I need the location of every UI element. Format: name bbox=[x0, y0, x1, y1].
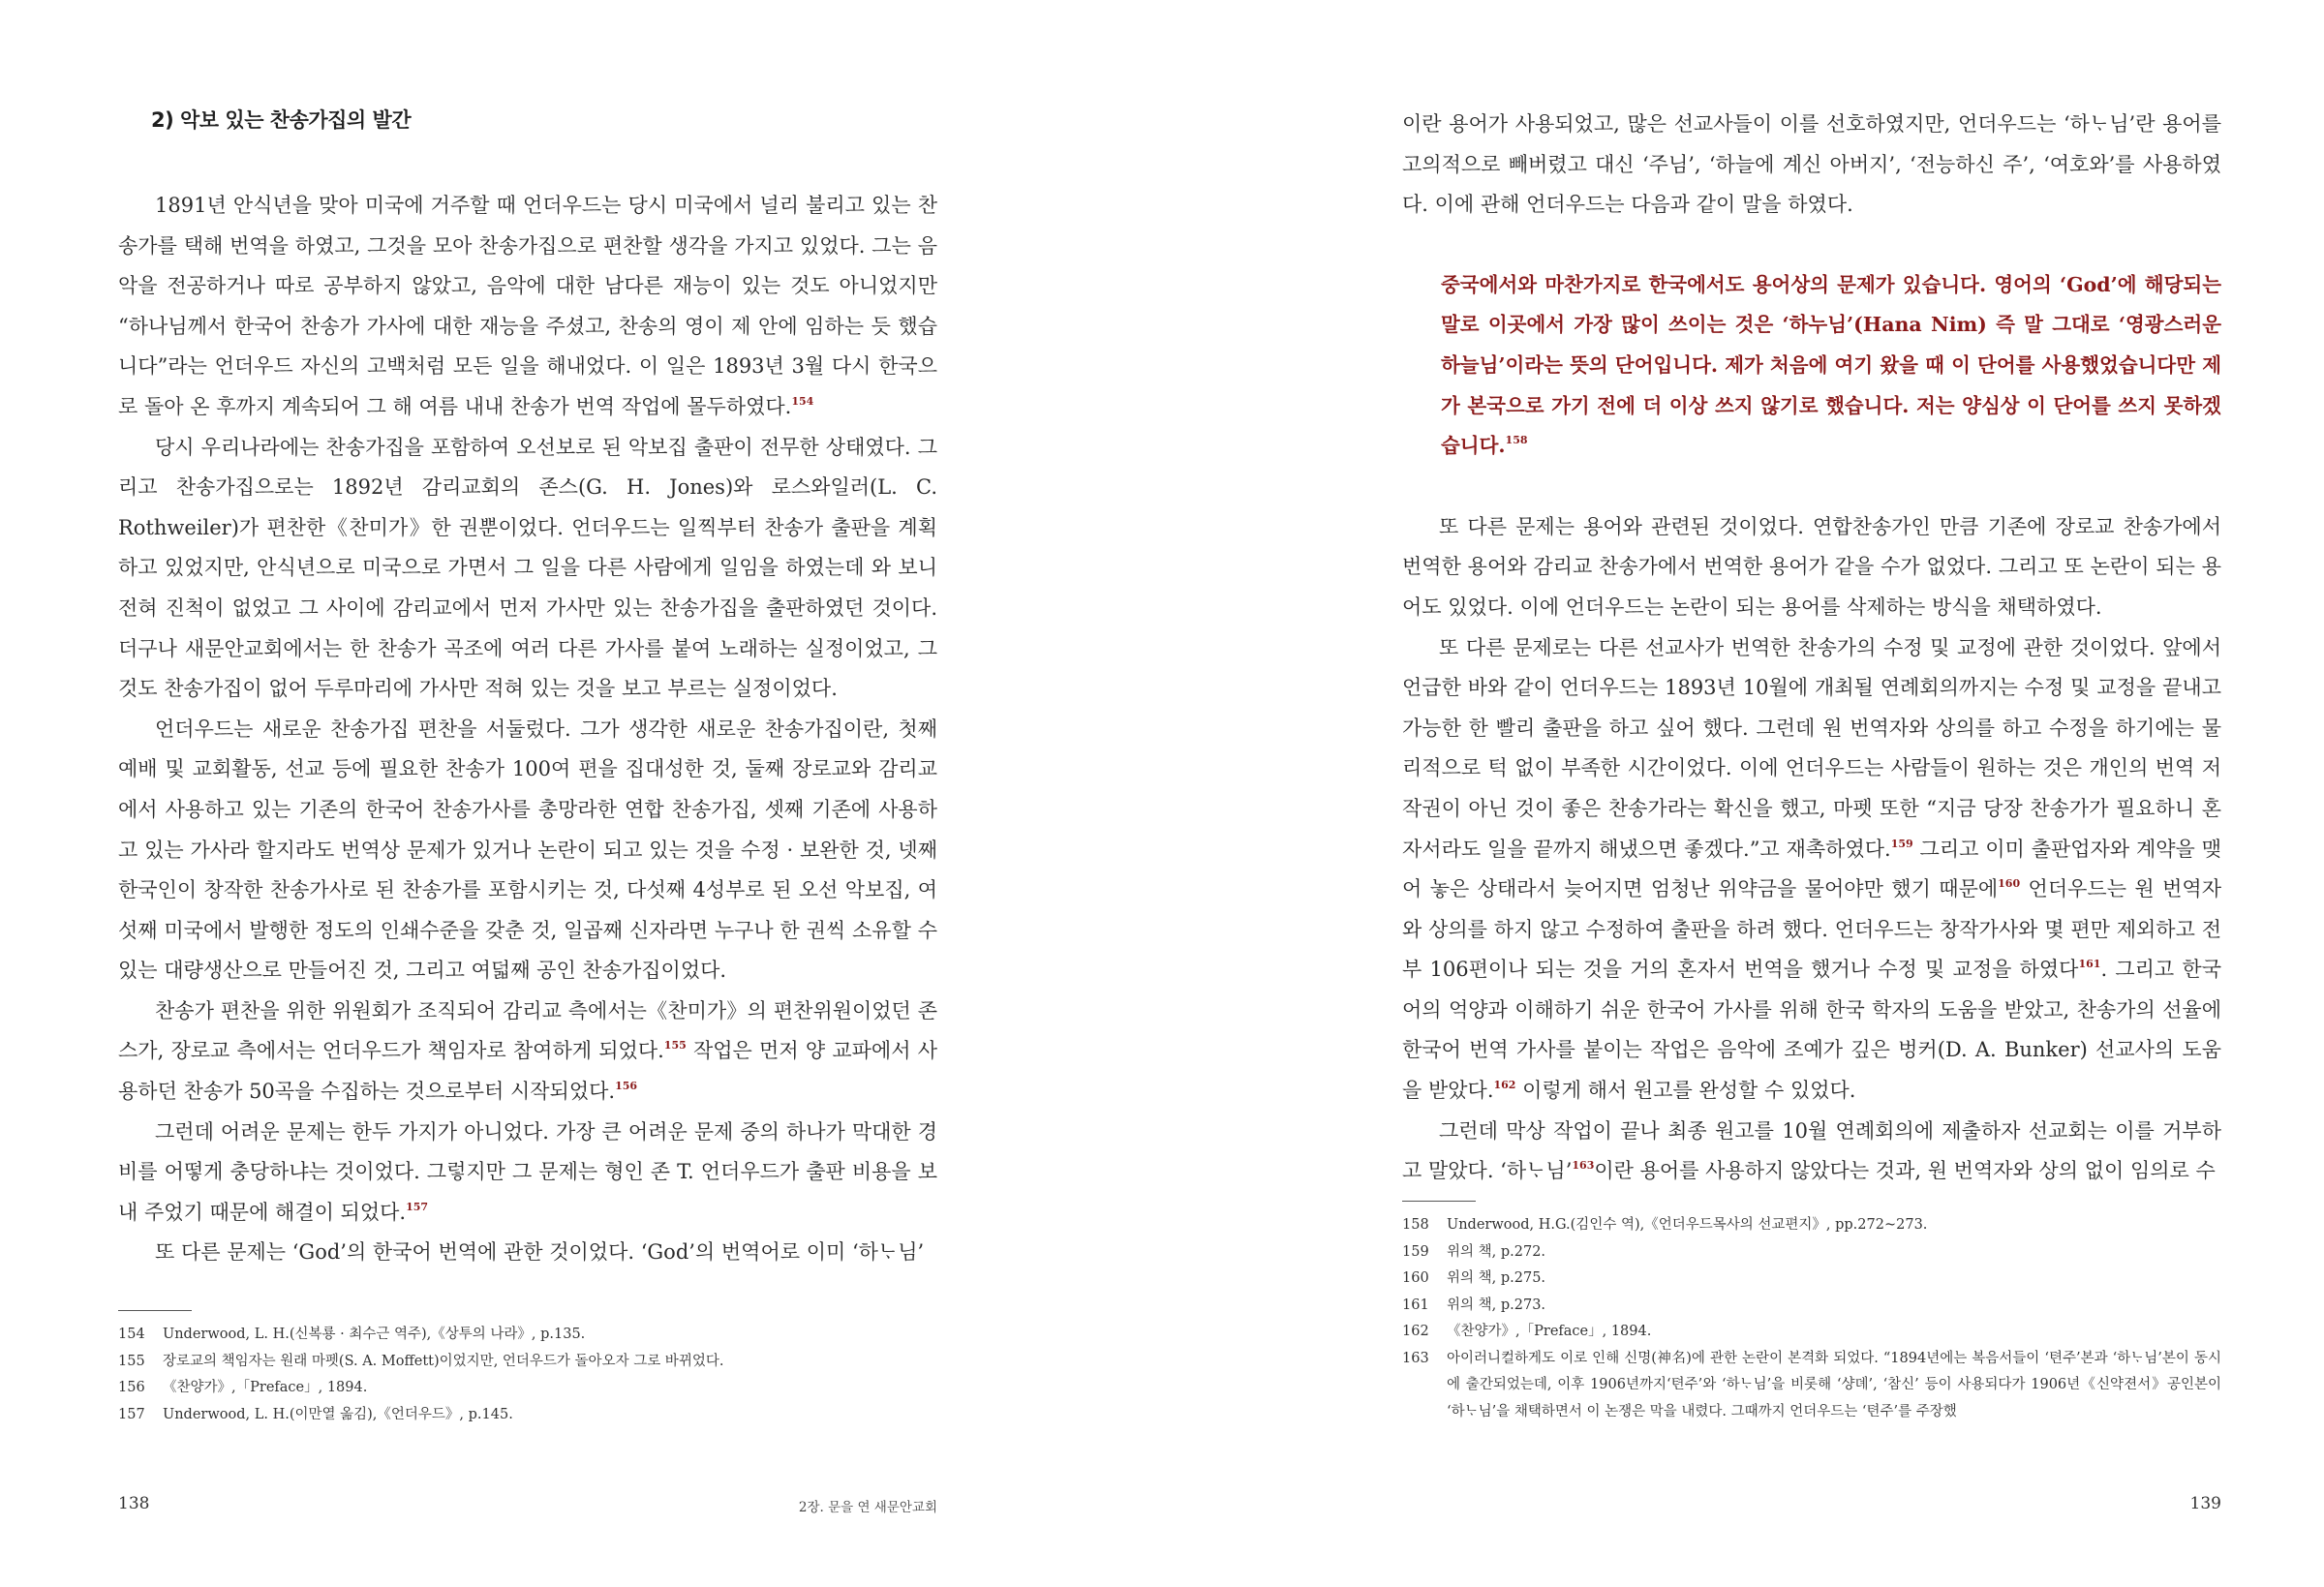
footnote-number: 160 bbox=[1402, 1270, 1429, 1286]
paragraph bbox=[1402, 105, 2221, 226]
footnote-text: 장로교의 책임자는 원래 마펫(S. A. Moffett)이었지만, 언더우드가 돌아오자 그로 바뀌었다. bbox=[163, 1353, 724, 1369]
left-page bbox=[118, 0, 937, 1587]
footnote bbox=[118, 1375, 937, 1402]
paragraph bbox=[1402, 507, 2221, 628]
page-number: 139 bbox=[2189, 1494, 2221, 1513]
footnote-ref[interactable]: 157 bbox=[406, 1200, 429, 1213]
paragraph bbox=[118, 428, 937, 710]
paragraph-text: 또 다른 문제는 ‘God’의 한국어 번역에 관한 것이었다. ‘God’의 번역어로 이미 ‘하ᄂᆞ님’ bbox=[155, 1240, 925, 1265]
running-head: 2장. 문을 연 새문안교회 bbox=[798, 1500, 937, 1515]
footnote-ref[interactable]: 154 bbox=[791, 394, 814, 408]
footnote bbox=[118, 1402, 937, 1429]
footnote-divider bbox=[118, 1310, 192, 1311]
paragraph-text: 작업은 먼저 양 교파에서 사용하던 찬송가 50곡을 수집하는 것으로부터 시작되었다. bbox=[118, 1039, 937, 1104]
footnote-divider bbox=[1402, 1201, 1476, 1202]
paragraph-text: 찬송가 편찬을 위한 위원회가 조직되어 감리교 측에서는《찬미가》의 편찬위원이었던 존스가, 장로교 측에서는 언더우드가 책임자로 참여하게 되었다. bbox=[118, 998, 937, 1063]
footnote-number: 156 bbox=[118, 1380, 145, 1395]
right-page bbox=[1402, 0, 2221, 1587]
paragraph bbox=[118, 992, 937, 1113]
section-heading: 2) 악보 있는 찬송가집의 발간 bbox=[151, 108, 412, 132]
paragraph-text: 또 다른 문제로는 다른 선교사가 번역한 찬송가의 수정 및 교정에 관한 것이었다. 앞에서 언급한 바와 같이 언더우드는 1893년 10월에 개최될 연례회의까지는 수정 및 교정을 끝내고 가능한 한 빨리 출판을 하고 싶어 했다. 그런데 원 번역자와 상의를 하고 수정을 하기에는 물리적으로 턱 없이 부족한 시간이었다. 이에 언더우드는 사람들이 원하는 것은 개인의 번역 저작권이 아닌 것이 좋은 찬송가라는 확신을 했고, 마펫 또한 “지금 당장 찬송가가 필요하니 혼자서라도 일을 끝까지 해냈으면 좋겠다.”고 재촉하였다. bbox=[1402, 635, 2221, 861]
paragraph bbox=[118, 1113, 937, 1234]
paragraph-text: 이란 용어가 사용되었고, 많은 선교사들이 이를 선호하였지만, 언더우드는 ‘하ᄂᆞ님’란 용어를 고의적으로 빼버렸고 대신 ‘주님’, ‘하늘에 계신 아버지’, ‘전능하신 주’, ‘여호와’를 사용하였다. 이에 관해 언더우드는 다음과 같이 말을 하였다. bbox=[1402, 112, 2221, 217]
paragraph-text: 그런데 막상 작업이 끝나 최종 원고를 10월 연례회의에 제출하자 선교회는 이를 거부하고 말았다. ‘하ᄂᆞ님’ bbox=[1402, 1118, 2221, 1183]
footnotes bbox=[118, 1322, 937, 1428]
footnote-ref[interactable]: 159 bbox=[1890, 837, 1913, 850]
paragraph-text: 언더우드는 원 번역자와 상의를 하지 않고 수정하여 출판을 하려 했다. 언더우드는 창작가사와 몇 편만 제외하고 전부 106편이나 되는 것을 거의 혼자서 번역을 했거나 수정 및 교정을 하였다 bbox=[1402, 877, 2221, 982]
footnote-ref[interactable]: 162 bbox=[1493, 1079, 1516, 1092]
footnote-text: 위의 책, p.273. bbox=[1447, 1297, 1546, 1313]
footnote-number: 162 bbox=[1402, 1324, 1429, 1339]
footnote-text: Underwood, L. H.(이만열 옮김),《언더우드》, p.145. bbox=[163, 1406, 513, 1422]
footnote-number: 158 bbox=[1402, 1217, 1429, 1233]
quote-text: 중국에서와 마찬가지로 한국에서도 용어상의 문제가 있습니다. 영어의 ‘God’에 해당되는 말로 이곳에서 가장 많이 쓰이는 것은 ‘하누님’(Hana Nim) 즉 말 그대로 ‘영광스러운 하늘님’이라는 뜻의 단어입니다. 제가 처음에 여기 왔을 때 이 단어를 사용했었습니다만 제가 본국으로 가기 전에 더 이상 쓰지 않기로 했습니다. 저는 양심상 이 단어를 쓰지 못하겠습니다. bbox=[1441, 272, 2221, 458]
footnote-ref[interactable]: 158 bbox=[1505, 434, 1528, 447]
footnote bbox=[1402, 1239, 2221, 1267]
footnote-number: 157 bbox=[118, 1406, 145, 1422]
footnote-text: Underwood, L. H.(신복룡 · 최수근 역주),《상투의 나라》, p.135. bbox=[163, 1327, 586, 1342]
paragraph-text: 그런데 어려운 문제는 한두 가지가 아니었다. 가장 큰 어려운 문제 중의 하나가 막대한 경비를 어떻게 충당하냐는 것이었다. 그렇지만 그 문제는 형인 존 T. 언더우드가 출판 비용을 보내 주었기 때문에 해결이 되었다. bbox=[118, 1119, 937, 1224]
footnote-text: 위의 책, p.275. bbox=[1447, 1270, 1546, 1286]
paragraph-text: 또 다른 문제는 용어와 관련된 것이었다. 연합찬송가인 만큼 기존에 장로교 찬송가에서 번역한 용어와 감리교 찬송가에서 번역한 용어가 같을 수가 없었다. 그리고 또 논란이 되는 용어도 있었다. 이에 언더우드는 논란이 되는 용어를 삭제하는 방식을 채택하였다. bbox=[1402, 514, 2221, 619]
paragraph-text: . 그리고 한국어의 억양과 이해하기 쉬운 한국어 가사를 위해 한국 학자의 도움을 받았고, 찬송가의 선율에 한국어 번역 가사를 붙이는 작업은 음악에 조예가 깊은 벙커(D. A. Bunker) 선교사의 도움을 받았다. bbox=[1402, 958, 2221, 1103]
footnote-text: 위의 책, p.272. bbox=[1447, 1243, 1546, 1260]
left-body-text bbox=[118, 186, 937, 1273]
footnote-ref[interactable]: 163 bbox=[1572, 1159, 1595, 1173]
page-number: 138 bbox=[118, 1494, 150, 1513]
footnote bbox=[118, 1322, 937, 1349]
footnote-text: 《찬양가》,「Preface」, 1894. bbox=[1447, 1324, 1652, 1339]
paragraph-text: 그리고 이미 출판업자와 계약을 맺어 놓은 상태라서 늦어지면 엄청난 위약금을 물어야만 했기 때문에 bbox=[1402, 837, 2221, 901]
footnote bbox=[1402, 1346, 2221, 1426]
paragraph bbox=[118, 1233, 937, 1273]
footnote bbox=[118, 1349, 937, 1376]
footnote-text: Underwood, H.G.(김인수 역),《언더우드목사의 선교편지》, pp.272~273. bbox=[1447, 1217, 1928, 1233]
footnote-text: 아이러니컬하게도 이로 인해 신명(神名)에 관한 논란이 본격화 되었다. “1894년에는 복음서들이 ‘텬주’본과 ‘하ᄂᆞ님’본이 동시에 출간되었는데, 이후 1906년까지‘텬주’와 ‘하ᄂᆞ님’을 비롯해 ‘샹뎨’, ‘참신’ 등이 사용되다가 1906년《신약젼서》공인본이 ‘하ᄂᆞ님’을 채택하면서 이 논쟁은 막을 내렸다. 그때까지 언더우드는 ‘텬주’를 주장했 bbox=[1447, 1350, 2221, 1419]
paragraph-text: 이렇게 해서 원고를 완성할 수 있었다. bbox=[1515, 1079, 1856, 1103]
footnote-number: 155 bbox=[118, 1353, 145, 1369]
footnote-text: 《찬양가》,「Preface」, 1894. bbox=[163, 1380, 368, 1395]
paragraph-text: 1891년 안식년을 맞아 미국에 거주할 때 언더우드는 당시 미국에서 널리 불리고 있는 찬송가를 택해 번역을 하였고, 그것을 모아 찬송가집으로 편찬할 생각을 가지고 있었다. 그는 음악을 전공하거나 따로 공부하지 않았고, 음악에 대한 남다른 재능이 있는 것도 아니었지만 “하나님께서 한국어 찬송가 가사에 대한 재능을 주셨고, 찬송의 영이 제 안에 임하는 듯 했습니다”라는 언더우드 자신의 고백처럼 모든 일을 해내었다. 이 일은 1893년 3월 다시 한국으로 돌아 온 후까지 계속되어 그 해 여름 내내 찬송가 번역 작업에 몰두하였다. bbox=[118, 194, 937, 418]
footnote-ref[interactable]: 155 bbox=[663, 1039, 687, 1053]
paragraph bbox=[1402, 1112, 2221, 1192]
footnote-number: 163 bbox=[1402, 1350, 1429, 1366]
footnote bbox=[1402, 1266, 2221, 1293]
footnote bbox=[1402, 1293, 2221, 1320]
footnotes bbox=[1402, 1212, 2221, 1425]
paragraph-text: 이란 용어를 사용하지 않았다는 것과, 원 번역자와 상의 없이 임의로 수 bbox=[1594, 1159, 2216, 1183]
paragraph bbox=[1402, 628, 2221, 1112]
footnote bbox=[1402, 1319, 2221, 1346]
footnote-ref[interactable]: 160 bbox=[1998, 877, 2021, 891]
footnote-number: 154 bbox=[118, 1327, 145, 1342]
paragraph bbox=[118, 710, 937, 992]
paragraph bbox=[118, 186, 937, 428]
right-body-text bbox=[1402, 105, 2221, 1192]
block-quote bbox=[1441, 265, 2221, 467]
footnote-ref[interactable]: 161 bbox=[2078, 958, 2101, 971]
footnote-number: 161 bbox=[1402, 1297, 1429, 1313]
footnote bbox=[1402, 1212, 2221, 1239]
paragraph-text: 당시 우리나라에는 찬송가집을 포함하여 오선보로 된 악보집 출판이 전무한 상태였다. 그리고 찬송가집으로는 1892년 감리교회의 존스(G. H. Jones)와 로스와일러(L. C. Rothweiler)가 편찬한《찬미가》한 권뿐이었다. 언더우드는 일찍부터 찬송가 출판을 계획하고 있었지만, 안식년으로 미국으로 가면서 그 일을 다른 사람에게 일임을 하였는데 와 보니 전혀 진척이 없었고 그 사이에 감리교에서 먼저 가사만 있는 찬송가집을 출판하였던 것이다. 더구나 새문안교회에서는 한 찬송가 곡조에 여러 다른 가사를 붙여 노래하는 실정이었고, 그것도 찬송가집이 없어 두루마리에 가사만 적혀 있는 것을 보고 부르는 실정이었다. bbox=[118, 435, 937, 701]
footnote-number: 159 bbox=[1402, 1243, 1429, 1260]
paragraph-text: 언더우드는 새로운 찬송가집 편찬을 서둘렀다. 그가 생각한 새로운 찬송가집이란, 첫째 예배 및 교회활동, 선교 등에 필요한 찬송가 100여 편을 집대성한 것, 둘째 장로교와 감리교에서 사용하고 있는 기존의 한국어 찬송가사를 총망라한 연합 찬송가집, 셋째 기존에 사용하고 있는 가사라 할지라도 번역상 문제가 있거나 논란이 되고 있는 것을 수정 · 보완한 것, 넷째 한국인이 창작한 찬송가사로 된 찬송가를 포함시키는 것, 다섯째 4성부로 된 오선 악보집, 여섯째 미국에서 발행한 정도의 인쇄수준을 갖춘 것, 일곱째 신자라면 누구나 한 권씩 소유할 수 있는 대량생산으로 만들어진 것, 그리고 여덟째 공인 찬송가집이었다. bbox=[118, 717, 937, 983]
footnote-ref[interactable]: 156 bbox=[615, 1080, 638, 1093]
